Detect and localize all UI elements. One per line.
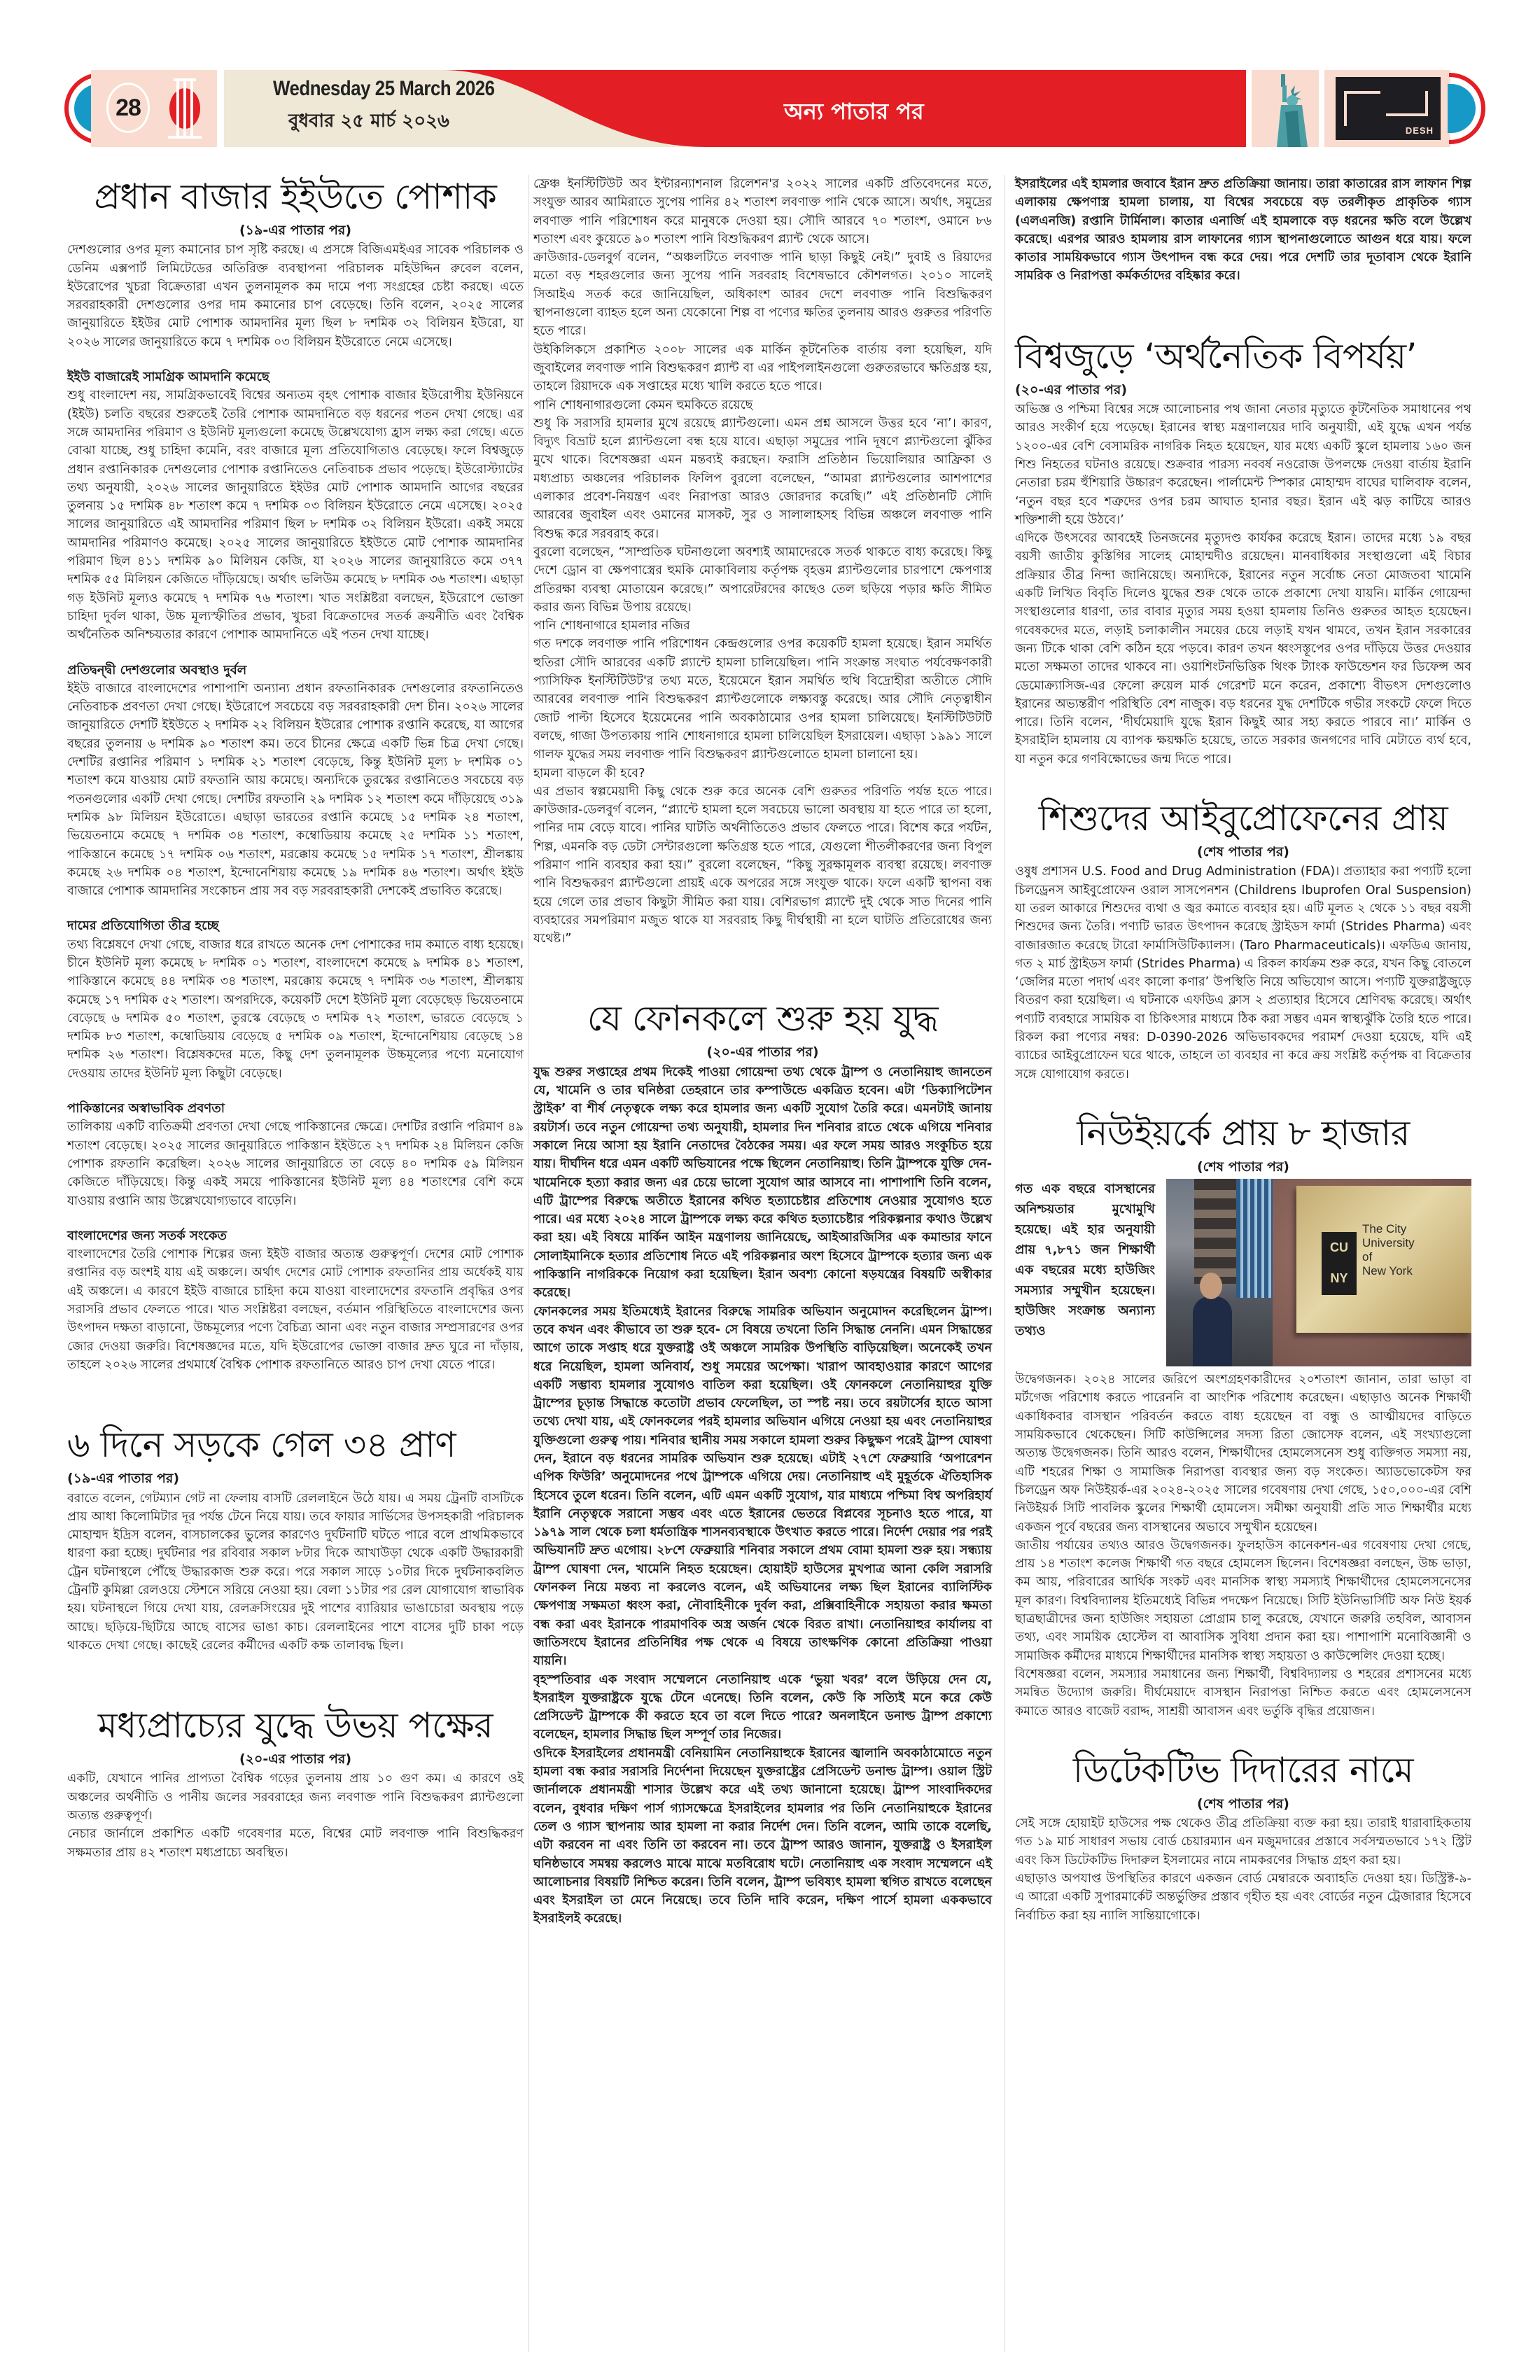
column-3 [1015,175,1471,1925]
subheading: হামলা বাড়লে কী হবে? [533,766,645,780]
page-number-box [91,70,217,147]
column-2 [533,175,992,1928]
paragraph: ফোনকলের সময় ইতিমধ্যেই ইরানের বিরুদ্ধে সামরিক অভিযান অনুমোদন করেছিলেন ট্রাম্প। তবে কখন এবং কীভাবে তা শুরু হবে- সে বিষয়ে তখনো তিনি সিদ্ধান্ত নেননি। এমন সিদ্ধান্তের আগে তাকে সপ্তাহ ধরে যুক্তরাষ্ট্র ওই অঞ্চলে সামরিক উপস্থিতি বাড়িয়েছিল। অনেকেই তখন ধরে নিয়েছিল, হামলা অনিবার্য, শুধু সময়ের অপেক্ষা। খারাপ আবহাওয়ার কারণে আগের একটি সম্ভাব্য হামলার সুযোগও বাতিল করা হয়েছিল। ওই ফোনকলে নেতানিয়াহুর যুক্তি ট্রাম্পের চূড়ান্ত সিদ্ধান্তে কতোটা প্রভাব ফেলেছিল, তা স্পষ্ট নয়। তবে রয়টার্সের হাতে আসা তথ্যে দেখা যায়, এই ফোনকলের পরই হামলার অভিযান এগিয়ে নেওয়া হয় এবং নেতানিয়াহুর যুক্তিগুলো গুরুত্ব পায়। শনিবার স্থানীয় সময় সকালে হামলা শুরুর কিছুক্ষণ পরেই ট্রাম্প ঘোষণা দেন, ইরানে বড় ধরনের সামরিক অভিযান শুরু হয়েছে। এটাই ২৭শে ফেব্রুয়ারি ‘অপারেশন এপিক ফিউরি’ অনুমোদনের পথে ট্রাম্পকে এগিয়ে দেয়। নেতানিয়াহু এই মুহূর্তকে ঐতিহাসিক হিসেবে তুলে ধরেন। তিনি বলেন, এটি এমন একটি সুযোগ, যার মাধ্যমে পশ্চিমা বিশ্ব অপরিহার্য ইরানি নেতৃত্বকে সরানো সম্ভব এবং এতে ইরানের ভেতরে বিপ্লবের সূচনাও হতে পারে, যা ১৯৭৯ সাল থেকে চলা ধর্মতান্ত্রিক শাসনব্যবস্থাকে উৎখাত করতে পারে। নির্দেশ দেয়ার পর পরই অভিযানটি দ্রুত এগোয়। ২৮শে ফেব্রুয়ারি শনিবার সকালে প্রথম বোমা হামলা শুরু হয়। সন্ধ্যায় ট্রাম্প ঘোষণা দেন, খামেনি নিহত হয়েছেন। হোয়াইট হাউসের মুখপাত্র আনা কেলি সরাসরি ফোনকল নিয়ে মন্তব্য না করলেও বলেন, এই অভিযানের লক্ষ্য ছিল ইরানের ব্যালিস্টিক ক্ষেপণাস্ত্র সক্ষমতা ধ্বংস করা, নৌবাহিনীকে দুর্বল করা, প্রক্সিবাহিনীকে সহায়তা করার ক্ষমতা বন্ধ করা এবং ইরানকে পারমাণবিক অস্ত্র অর্জন থেকে বিরত রাখা। নেতানিয়াহুর কার্যালয় বা জাতিসংঘে ইরানের প্রতিনিধির পক্ষ থেকে এ বিষয়ে তাৎক্ষণিক কোনো প্রতিক্রিয়া পাওয়া যায়নি। [533,1304,992,1669]
subheading: বাংলাদেশের জন্য সতর্ক সংকেত [67,1228,227,1243]
cuny-logo-mark: CU NY [1322,1232,1357,1295]
article-children-ibuprofen [1015,797,1471,1084]
cuny-photo [1166,1179,1471,1366]
logo-text: DESH [1405,125,1434,136]
paragraph: বরাতে বলেন, গেটম্যান গেট না ফেলায় বাসটি রেললাইনে উঠে যায়। এ সময় ট্রেনটি বাসটিকে প্রায় আধা কিলোমিটার দূর পর্যন্ত টেনে নিয়ে যায়। তবে ফায়ার সার্ভিসের উপসহকারী পরিচালক মোহাম্মদ ইদ্রিস বলেন, বাসচালকের ভুলের কারণেও দুর্ঘটনাটি ঘটতে পারে বলে প্রাথমিকভাবে ধারণা করা হচ্ছে। দুর্ঘটনার পর রবিবার সকাল ৮টার দিকে আখাউড়া থেকে একটি উদ্ধারকারী ট্রেন ঘটনাস্থলে পৌঁছে উদ্ধারকাজ শুরু করে। পরে সকাল সাড়ে ১০টার দিকে দুর্ঘটনাকবলিত ট্রেনটি কুমিল্লা রেলওয়ে স্টেশনে সরিয়ে নেওয়া হয়। বেলা ১১টার পর রেল যোগাযোগ স্বাভাবিক হয়। ঘটনাস্থলে গিয়ে দেখা যায়, রেলক্রসিংয়ের দুই পাশের ব্যারিয়ার ভাঙাচোরা অবস্থায় পড়ে আছে। ছড়িয়ে-ছিটিয়ে আছে বাসের ভাঙা কাচ। রেললাইনের পাশে বাসের দুটি চাকা পড়ে থাকতে দেখা গেছে। কাছেই রেলের কর্মীদের একটি কক্ষ তালাবদ্ধ ছিল। [67,1491,524,1653]
date-english: Wednesday 25 March 2026 [273,77,495,100]
statue-of-liberty-icon [1252,70,1319,147]
paragraph: যুদ্ধ শুরুর সপ্তাহের প্রথম দিকেই পাওয়া গোয়েন্দা তথ্য থেকে ট্রাম্প ও নেতানিয়াহু জানতেন যে, খামেনি ও তার ঘনিষ্ঠরা তেহরানে তার কম্পাউন্ডে একত্রিত হবেন। এটা ‘ডিক্যাপিটেশন স্ট্রাইক’ বা শীর্ষ নেতৃত্বকে লক্ষ্য করে হামলার জন্য একটি সুযোগ তৈরি করে। এমনটাই জানায় রয়টার্স। তবে নতুন গোয়েন্দা তথ্য অনুযায়ী, হামলার দিন শনিবার রাতে থেকে এগিয়ে শনিবার সকালে নিয়ে আসা হয় ইরানি নেতাদের বৈঠকের সময়। এর ফলে সময় আরও সংকুচিত হয়ে যায়। দীর্ঘদিন ধরে এমন একটি অভিযানের পক্ষে ছিলেন নেতানিয়াহু। তিনি ট্রাম্পকে যুক্তি দেন- খামেনিকে হত্যা করার জন্য এর চেয়ে ভালো সুযোগ আর আসবে না। পাশাপাশি তিনি বলেন, এটি ট্রাম্পের বিরুদ্ধে অতীতে ইরানের কথিত হত্যাচেষ্টার প্রতিশোধ নেওয়ার সুযোগও হতে পারে। এর মধ্যে ২০২৪ সালে ট্রাম্পকে লক্ষ্য করে কথিত হত্যাচেষ্টার পরিকল্পনার কথাও উল্লেখ করা হয়। এই বিষয়ে মার্কিন আইন মন্ত্রণালয় জানিয়েছে, আইআরজিসির এক কমান্ডার ফানে সোলাইমানিকে হত্যার প্রতিশোধ নিতে এই পরিকল্পনার অংশ হিসেবে ট্রাম্পকে হত্যার জন্য এক পাকিস্তানি নাগরিককে নিয়োগ করা হয়েছিল। ইরান অবশ্য কোনো ষড়যন্ত্রের বিষয়টি অস্বীকার করেছে। [533,1065,992,1301]
continued-from: (শেষ পাতার পর) [1197,844,1289,860]
paragraph: দেশগুলোর ওপর মূল্য কমানোর চাপ সৃষ্টি করছে। এ প্রসঙ্গে বিজিএমইএর সাবেক পরিচালক ও ডেনিম এক্সপার্ট লিমিটেডের অতিরিক্ত ব্যবস্থাপনা পরিচালক মহিউদ্দিন রুবেল বলেন, ইউরোপের খুচরা বিক্রেতারা এখন তুলনামূলক কম দামে পণ্য সংগ্রহের চেষ্টা করছে। এতে সরবরাহকারী দেশগুলোর ওপর দাম কমানোর চাপ বেড়েছে। তিনি বলেন, ২০২৫ সালের জানুয়ারিতে ইইউর মোট পোশাক আমদানির মূল্য ছিল ৮ দশমিক ৩২ বিলিয়ন ইউরো, যা ২০২৬ সালের জানুয়ারিতে কমে ৭ দশমিক ০৩ বিলিয়ন ইউরোতে নেমে এসেছে। [67,243,524,349]
continued-from: (শেষ পাতার পর) [1197,1795,1289,1812]
paragraph: একটি, যেখানে পানির প্রাপ্যতা বৈশ্বিক গড়ের তুলনায় প্রায় ১০ গুণ কম। এ কারণে ওই অঞ্চলের অর্থনীতি ও পানীয় জলের সরবরাহের জন্য লবণাক্ত পানি বিশুদ্ধকরণ প্ল্যান্টগুলো অত্যন্ত গুরুত্বপূর্ণ। [67,1772,524,1823]
headline: প্রধান বাজার ইইউতে পোশাক [94,176,497,217]
column-1 [67,175,524,1862]
headline: মধ্যপ্রাচ্যের যুদ্ধে উভয় পক্ষের [97,1705,493,1746]
paragraph: গত এক বছরে বাসস্থানের অনিশ্চয়তার মুখোমুখি হয়েছে। এই হার অনুযায়ী প্রায় ৭,৮৭১ জন শিক্ষার্থী এক বছরের মধ্যে হাউজিং সমস্যার সম্মুখীন হয়েছেন। হাউজিং সংক্রান্ত অন্যান্য তথ্যও [1015,1182,1155,1339]
paragraph: সেই সঙ্গে হোয়াইট হাউসের পক্ষ থেকেও তীব্র প্রতিক্রিয়া ব্যক্ত করা হয়। তারাই ধারাবাহিকতায় গত ১৯ মার্চ সাধারণ সভায় বোর্ড চেয়ারম্যান এন মজুমদারের প্রস্তাবে সর্বসম্মতভাবে ১৭২ স্ট্রিট এবং কিস ডিটেকটিভ দিদারুল ইসলামের নামে নামকরণের সিদ্ধান্ত গ্রহণ করা হয়। [1015,1816,1471,1868]
section-label: অন্য পাতার পর [784,98,924,125]
bell-icon [168,76,202,141]
article-phone-call-war [533,997,992,1928]
paragraph: উদ্বেগজনক। ২০২৪ সালের জরিপে অংশগ্রহণকারীদের ২০শতাংশ জানান, তারা ভাড়া বা মর্টগেজ পরিশোধ করতে পারেননি বা আংশিক পরিশোধ করেছেন। এছাড়াও অনেক শিক্ষার্থী একাধিকবার বাসস্থান পরিবর্তন করতে বাধ্য হয়েছেন বা বন্ধু ও আত্মীয়দের বাড়িতে সাময়িকভাবে থেকেছেন। সিটি কাউন্সিলের সদস্য রিতা জোসেফ বলেন, এই সংখ্যাগুলো অত্যন্ত উদ্বেগজনক। তিনি আরও বলেন, শিক্ষার্থীদের হোমলেসনেস শুধু ব্যক্তিগত সমস্যা নয়, এটি শহরের শিক্ষা ও সামাজিক নিরাপত্তা ব্যবস্থার জন্য বড় সংকেত। অ্যাডভোকেটস ফর চিলড্রেন অফ নিউইয়র্ক-এর ২০২৪-২০২৫ সালের গবেষণায় দেখা গেছে, ১৫০,০০০-এর বেশি নিউইয়র্ক সিটি পাবলিক স্কুলের শিক্ষার্থী হোমলেস। সমীক্ষা অনুযায়ী প্রতি সাত শিক্ষার্থীর মধ্যে একজন পূর্বে বছরের জন্য বাসস্থানের অভাবে সম্মুখীন হয়েছেন। [1015,1373,1471,1534]
desh-logo [1336,77,1441,140]
paragraph: বৃহস্পতিবার এক সংবাদ সম্মেলনে নেতানিয়াহু একে ‘ভুয়া খবর’ বলে উড়িয়ে দেন যে, ইসরাইল যুক্তরাষ্ট্রকে যুদ্ধে টেনে এনেছে। তিনি বলেন, কেউ কি সত্যিই মনে করে কেউ প্রেসিডেন্ট ট্রাম্পকে কী করতে হবে তা বলে দিতে পারে? অনলাইনে ডনাল্ড ট্রাম্প প্রকাশ্যে বলেছেন, হামলার সিদ্ধান্ত ছিল সম্পূর্ণ তার নিজের। [533,1672,992,1742]
paragraph: বিশেষজ্ঞরা বলেন, সমস্যার সমাধানের জন্য শিক্ষার্থী, বিশ্ববিদ্যালয় ও শহরের প্রশাসনের মধ্যে সমন্বিত উদ্যোগ জরুরি। দীর্ঘমেয়াদে বাসস্থান নিরাপত্তা নিশ্চিত করতে এবং হোমলেসনেস কমাতে আরও বাজেট বরাদ্দ, সাশ্রয়ী আবাসন এবং ভর্তুকি বৃদ্ধির প্রয়োজন। [1015,1667,1471,1718]
column-divider [528,175,529,2352]
subheading: পানি শোধনাগারগুলো কেমন হুমকিতে রয়েছে [533,398,753,412]
page-number: 28 [106,83,150,133]
continued-from: (২০-এর পাতার পর) [239,1751,352,1768]
paragraph: উইকিলিকসে প্রকাশিত ২০০৮ সালের এক মার্কিন কূটনৈতিক বার্তায় বলা হয়েছিল, যদি জুবাইলের লবণাক্ত পানি বিশুদ্ধকরণ প্ল্যান্ট বা এর পাইপলাইনগুলো গুরুতরভাবে ক্ষতিগ্রস্ত হয়, তাহলে রিয়াদকে এক সপ্তাহের মধ্যে খালি করতে হতে পারে। [533,342,992,394]
article-garments [67,175,524,1374]
article-middle-east-war [67,1704,524,1862]
article-qatar-continued [1015,175,1471,286]
article-middle-east-war-continued [533,175,992,948]
date-bangla: বুধবার ২৫ মার্চ ২০২৬ [288,111,449,132]
paragraph: বুরলো বলেছেন, “সাম্প্রতিক ঘটনাগুলো অবশ্যই আমাদেরকে সতর্ক থাকতে বাধ্য করেছে। কিছু দেশে ড্রোন বা ক্ষেপণাস্ত্রের হুমকি মোকাবিলায় কর্তৃপক্ষ বৃহত্তম প্ল্যান্টগুলোর চারপাশে ক্ষেপণাস্ত্র প্রতিরক্ষা ব্যবস্থা মোতায়েন করেছে।” অপারেটরদের কাছেও তেল ছড়িয়ে পড়ার ক্ষতি সীমিত করার জন্য বিভিন্ন উপায় রয়েছে। [533,545,992,615]
headline: ৬ দিনে সড়কে গেল ৩৪ প্রাণ [67,1424,456,1466]
paragraph: ওষুধ প্রশাসন U.S. Food and Drug Administration (FDA)। প্রত্যাহার করা পণ্যটি হলো চিলড্রেনস আইবুপ্রোফেন ওরাল সাসপেনশন (Childrens Ibuprofen Oral Suspension) যা তরল আকারে শিশুদের ব্যথা ও জ্বর কমাতে ব্যবহার হয়। এটি মূলত ২ থেকে ১১ বছর বয়সী শিশুদের জন্য তৈরি। পণ্যটি ভারত উৎপাদন করেছে স্ট্রাইডস ফার্মা (Strides Pharma) এবং বাজারজাত করেছে টারো ফার্মাসিউটিক্যালস। (Taro Pharmaceuticals)। এফডিএ জানায়, গত ২ মার্চ স্ট্রাইডস ফার্মা (Strides Pharma) এ রিকল কার্যক্রম শুরু করে, যখন কিছু বোতলে ‘জেলির মতো পদার্থ এবং কালো কণার’ উপস্থিতি নিয়ে অভিযোগ আসে। পণ্যটি যুক্তরাষ্ট্রজুড়ে বিতরণ করা হয়েছিল। এ ঘটনাকে এফডিএ ক্লাস ২ প্রত্যাহার হিসেবে শ্রেণিবদ্ধ করেছে। অর্থাৎ পণ্যটি ব্যবহারে সাময়িক বা চিকিৎসার মাধ্যমে ঠিক করা সম্ভব এমন স্বাস্থ্যঝুঁকি তৈরি হতে পারে। রিকল করা পণ্যের নম্বর: D-0390-2026 অভিভাবকদের পরামর্শ দেওয়া হয়েছে, যদি এই ব্যাচের আইবুপ্রোফেন ঘরে থাকে, তাহলে তা ব্যবহার না করে ক্রয় সংশ্লিষ্ট কর্তৃপক্ষ বা বিক্রেতার সঙ্গে যোগাযোগ করতে। [1015,864,1471,1082]
headline: যে ফোনকলে শুরু হয় যুদ্ধ [587,998,939,1040]
masthead-right-cap [1449,73,1485,144]
paragraph: শুধু বাংলাদেশ নয়, সামগ্রিকভাবেই বিশ্বের অন্যতম বৃহৎ পোশাক বাজার ইউরোপীয় ইউনিয়নে (ইইউ) চলতি বছরের শুরুতেই তৈরি পোশাক আমদানিতে বড় ধরনের পতন দেখা গেছে। এর সঙ্গে আমদানির পরিমাণ ও ইউনিট মূল্যগুলো কমেছে উল্লেখযোগ্য হ্রাস লক্ষ্য করা গেছে। এতে বোঝা যাচ্ছে, শুধু চাহিদা কমেনি, বরং বাজারে মূল্য প্রতিযোগিতাও বেড়েছে। ফলে বিশ্বজুড়ে প্রধান রপ্তানিকারক দেশগুলোর পোশাক রপ্তানিতেও নেতিবাচক প্রভাব পড়েছে। ইউরোস্ট্যাটের তথ্য অনুযায়ী, ২০২৬ সালের জানুয়ারিতে ইইউর মোট পোশাক আমদানি আগের বছরের তুলনায় ১৫ দশমিক ৪৮ শতাংশ কমে ৭ দশমিক ০৩ বিলিয়ন ইউরোতে নেমে এসেছে। ২০২৫ সালের জানুয়ারিতে এই আমদানির পরিমাণ ছিল ৮ দশমিক ৩২ বিলিয়ন ইউরো। একই সময়ে আমদানির পরিমাণও কমেছে। ২০২৫ সালের জানুয়ারিতে ইইউতে মোট পোশাক আমদানির পরিমাণ ছিল ৪১১ দশমিক ৯০ মিলিয়ন কেজি, যা ২০২৬ সালের জানুয়ারিতে কমে ৩৭৭ দশমিক ৫৫ মিলিয়ন কেজিতে দাঁড়িয়েছে। অর্থাৎ ভলিউম কমেছে ৮ দশমিক ৩৬ শতাংশ। এছাড়া গড় ইউনিট মূল্যও কমেছে ৭ দশমিক ৭৬ শতাংশ। খাত সংশ্লিষ্টরা বলছেন, ইউরোপে ভোক্তা চাহিদা দুর্বল থাকা, উচ্চ মূল্যস্ফীতির প্রভাব, খুচরা বিক্রেতাদের সতর্ক ক্রয়নীতি এবং বৈশ্বিক অর্থনৈতিক অনিশ্চয়তার কারণে পোশাক আমদানিতে এই পতন দেখা যাচ্ছে। [67,388,524,643]
statue-of-liberty-box [1252,70,1319,147]
paragraph: বাংলাদেশের তৈরি পোশাক শিল্পের জন্য ইইউ বাজার অত্যন্ত গুরুত্বপূর্ণ। দেশের মোট পোশাক রপ্তানির বড় অংশই যায় এই অঞ্চলে। অর্থাৎ দেশের মোট পোশাক রফতানির প্রায় অর্ধেকই যায় এই অঞ্চলে। এ কারণে ইইউ বাজারে চাহিদা কমে যাওয়া বাংলাদেশের রফতানি প্রবৃদ্ধির ওপর সরাসরি প্রভাব ফেলতে পারে। খাত সংশ্লিষ্টরা বলছেন, বর্তমান পরিস্থিতিতে বাংলাদেশের জন্য উৎপাদন দক্ষতা বাড়ানো, উচ্চমূল্যের পণ্যে বৈচিত্র্য আনা এবং নতুন বাজার সম্প্রসারণের ওপর জোর দেওয়া জরুরি। বিশেষজ্ঞদের মতে, যদি ইউরোপের ভোক্তা বাজার দ্রুত ঘুরে না দাঁড়ায়, তাহলে ২০২৬ সালের প্রথমার্ধে বৈশ্বিক পোশাক রফতানিতে আরও চাপ দেখা যেতে পারে। [67,1247,524,1372]
subheading: পাকিস্তানের অস্বাভাবিক প্রবণতা [67,1101,225,1116]
date-banner [224,70,1246,147]
subheading: প্রতিদ্বন্দ্বী দেশগুলোর অবস্থাও দুর্বল [67,662,247,678]
paragraph: ইসরাইলের এই হামলার জবাবে ইরান দ্রুত প্রতিক্রিয়া জানায়। তারা কাতারের রাস লাফান শিল্প এলাকায় ক্ষেপণাস্ত্র হামলা চালায়, যা বিশ্বের সবচেয়ে বড় তরলীকৃত প্রাকৃতিক গ্যাস (এলএনজি) রপ্তানি টার্মিনাল। কাতার এনার্জি এই হামলাকে বড় ধরনের ক্ষতি বলে উল্লেখ করেছে। এরপর আরও হামলায় রাস লাফানের গ্যাস স্থাপনাগুলোতে আগুন ধরে যায়। ফলে কাতার সাময়িকভাবে গ্যাস উৎপাদন বন্ধ করে দেয়। পরে দেশটি তার দূতাবাস থেকে ইরানি সামরিক ও নিরাপত্তা কর্মকর্তাদের বহিষ্কার করে। [1015,177,1471,284]
continued-from: (২০-এর পাতার পর) [1015,382,1128,398]
continued-from: (১৯-এর পাতার পর) [67,1471,180,1487]
paragraph: ইইউ বাজারে বাংলাদেশের পাশাপাশি অন্যান্য প্রধান রফতানিকারক দেশগুলোর রফতানিতেও নেতিবাচক প্রবণতা দেখা গেছে। ইউরোপে সবচেয়ে বড় সরবরাহকারী দেশ চীন। ২০২৬ সালের জানুয়ারিতে দেশটি ইইউতে ২ দশমিক ২২ বিলিয়ন ইউরোর পোশাক রপ্তানি করেছে, যা আগের বছরের তুলনায় ৬ দশমিক ৯০ শতাংশ কম। তবে চীনের ক্ষেত্রে একটি ভিন্ন চিত্র দেখা গেছে। দেশটির রপ্তানির পরিমাণ ১ দশমিক ২১ শতাংশ বেড়েছে, কিন্তু ইউনিট মূল্য ৮ দশমিক ০১ শতাংশ কমে যাওয়ায় মোট রফতানি আয় কমেছে। অন্যদিকে তুরস্কের রপ্তানিতেও সবচেয়ে বড় পতনগুলোর একটি দেখা গেছে। দেশটির রফতানি ২৯ দশমিক ১২ শতাংশ কমে দাঁড়িয়েছে ৩১৯ দশমিক ৯৮ মিলিয়ন ইউরোতে। এছাড়া ভারতের রপ্তানি কমেছে ১৫ দশমিক ২৪ শতাংশ, ভিয়েতনামে কমেছে ৭ দশমিক ৩৪ শতাংশ, কম্বোডিয়ায় কমেছে ২৫ দশমিক ১১ শতাংশ, পাকিস্তানে কমেছে ১৭ দশমিক ০৬ শতাংশ, মরক্কোয় কমেছে ১৫ দশমিক ১৭ শতাংশ, শ্রীলঙ্কায় কমেছে ২৬ দশমিক ০৪ শতাংশ, ইন্দোনেশিয়ায় কমেছে ১৯ দশমিক ৪৬ শতাংশ। অর্থাৎ ইইউ বাজারে পোশাক আমদানির সংকোচন প্রায় সব বড় সরবরাহকারী দেশকেই প্রভাবিত করেছে। [67,681,524,899]
cuny-plaque [1296,1186,1471,1333]
plaque-line: The City [1362,1222,1407,1236]
headline: শিশুদের আইবুপ্রোফেনের প্রায় [1038,798,1448,839]
subheading: দামের প্রতিযোগিতা তীব্র হচ্ছে [67,918,219,934]
article-detective-didar [1015,1749,1471,1925]
subheading: পানি শোধনাগারে হামলার নজির [533,619,690,634]
plaque-line: of [1362,1250,1373,1264]
paragraph: অভিজ্ঞ ও পশ্চিমা বিশ্বের সঙ্গে আলোচনার পথ জানা নেতার মৃত্যুতে কূটনৈতিক সমাধানের পথ আরও সংকীর্ণ হয়ে পড়েছে। ইরানের স্বাস্থ্য মন্ত্রণালয়ের দাবি অনুযায়ী, এই যুদ্ধে এখন পর্যন্ত ১২০০-এর বেশি বেসামরিক নাগরিক নিহত হয়েছেন, যার মধ্যে একটি স্কুলে হামলায় ১৬০ জন শিশু নিহতের ঘটনাও রয়েছে। শুক্রবার পারস্য নববর্ষ নওরোজ উপলক্ষে দেওয়া বার্তায় ইরানি নেতারা চরম হুঁশিয়ারি উচ্চারণ করেছেন। পার্লামেন্ট স্পিকার মোহাম্মদ বাঘের ঘালিবাফ বলেন, ‘নতুন বছর হবে শত্রুদের ওপর চরম আঘাত হানার বছর। ইরান এই ঝড় কাটিয়ে আরও শক্তিশালী হয়ে উঠবে।’ [1015,402,1471,527]
plaque-line: University [1362,1236,1415,1250]
headline: নিউইয়র্কে প্রায় ৮ হাজার [1077,1112,1410,1154]
paragraph: নেচার জার্নালে প্রকাশিত একটি গবেষণার মতে, বিশ্বের মোট লবণাক্ত পানি বিশুদ্ধিকরণ সক্ষমতার প্রায় ৪২ শতাংশ মধ্যপ্রাচ্যে অবস্থিত। [67,1827,524,1860]
paragraph: জাতীয় পর্যায়ের তথ্যও আরও উদ্বেগজনক। ফুলহাউস কানেকশন-এর গবেষণায় দেখা গেছে, প্রায় ১৪ শতাংশ কলেজ শিক্ষার্থী গত বছরে হোমলেস ছিলেন। বিশেষজ্ঞরা বলছেন, উচ্চ ভাড়া, কম আয়, পরিবারের আর্থিক সংকট এবং মানসিক স্বাস্থ্য সমস্যাই শিক্ষার্থীদের হোমলেসনেসের মূল কারণ। বিশ্ববিদ্যালয় ইতিমধ্যেই বিভিন্ন পদক্ষেপ নিয়েছে। সিটি ইউনিভার্সিটি অফ নিউ ইয়র্ক ছাত্রছাত্রীদের জন্য হাউজিং সহায়তা প্রোগ্রাম চালু করেছে, যেখানে জরুরি তহবিল, আবাসন তথ্য, এবং সাময়িক হোস্টেল বা আবাসিক সুবিধা প্রদান করা হয়। পাশাপাশি মনোবিজ্ঞানী ও সামাজিক কর্মীদের মাধ্যমে শিক্ষার্থীদের মানসিক স্বাস্থ্য সহায়তা ও কাউন্সেলিং দেওয়া হচ্ছে। [1015,1538,1471,1663]
paragraph: ওদিকে ইসরাইলের প্রধানমন্ত্রী বেনিয়ামিন নেতানিয়াহুকে ইরানের জ্বালানি অবকাঠামোতে নতুন হামলা বন্ধ করার সরাসরি নির্দেশনা দিয়েছেন যুক্তরাষ্ট্রের প্রেসিডেন্ট ডনাল্ড ট্রাম্প। ওয়াল স্ট্রিট জার্নালকে প্রধানমন্ত্রী শাসার উল্লেখ করে এই তথ্য জানানো হয়েছে। ট্রাম্প সাংবাদিকদের বলেন, বুধবার দক্ষিণ পার্স গ্যাসক্ষেত্রে ইসরাইলের হামলার পর তিনি নেতানিয়াহুকে ইরানের তেল ও গ্যাস স্থাপনায় আর হামলা না করার নির্দেশ দেন। তিনি বলেন, আমি তাকে বলেছি, এটা করবেন না এবং তিনি তা করবেন না। তবে ট্রাম্প আরও জানান, যুক্তরাষ্ট্র ও ইসরাইল ঘনিষ্ঠভাবে সমন্বয় করলেও মাঝে মাঝে মতবিরোধ ঘটে। নেতানিয়াহু এক সংবাদ সম্মেলনে এই আলোচনার বিষয়টি নিশ্চিত করেন। তিনি বলেন, ট্রাম্প ভবিষ্যৎ হামলা স্থগিত রাখতে বলেছেন এবং ইসরাইল তা মেনে নিয়েছে। তবে তিনি দাবি করেন, দক্ষিণ পার্সে হামলা এককভাবে ইসরাইলই করেছে। [533,1746,992,1926]
cuny-plaque-text [1362,1222,1415,1278]
paragraph: এছাড়াও অপযাপ্ত উপস্থিতির কারণে একজন বোর্ড মেম্বারকে অব্যাহতি দেওয়া হয়। ডিস্ট্রিক্ট-৯-এ আরো একটি সুপারমার্কেট অন্তর্ভুক্তির প্রস্তাব গৃহীত হয় এবং বোর্ডের নতুন ট্রেজারার হিসেবে নির্বাচিত করা হয় ন্যালি সান্তিয়াগোকে। [1015,1872,1471,1923]
street-scene [1166,1179,1273,1366]
article-nyc-students [1015,1112,1471,1721]
column-divider [1004,175,1005,2352]
paragraph: এর প্রভাব স্বল্পমেয়াদী কিছু থেকে শুরু করে অনেক বেশি গুরুতর পরিণতি পর্যন্ত হতে পারে। ক্রাউজার-ডেলবুর্গ বলেন, “প্ল্যান্টে হামলা হলে সবচেয়ে ভালো অবস্থায় যা হতে পারে তা হলো, পানির দাম বেড়ে যাবে। পানির ঘাটতি অর্থনীতিতেও প্রভাব ফেলতে পারে। বিশেষ করে পর্যটন, শিল্প, এমনকি বড় ডেটা সেন্টারগুলো ক্ষতিগ্রস্ত হতে পারে, যেগুলো শীতলীকরণের জন্য বিপুল পরিমাণ পানি ব্যবহার করা হয়।” বুরলো বলেছেন, “কিছু সুরক্ষামূলক ব্যবস্থা রয়েছে। লবণাক্ত পানি বিশুদ্ধকরণ প্ল্যান্টগুলো প্রায়ই একে অপরের সঙ্গে সংযুক্ত থাকে। ফলে একটি স্থাপনা বন্ধ হয়ে গেলে তার প্রভাব কিছুটা সীমিত করা যায়। বেশিরভাগ প্ল্যান্টে দুই থেকে সাত দিনের পানি ব্যবহারের সমপরিমাণ মজুত থাকে যা সরবরাহ কিছু দীর্ঘস্থায়ী না হলে ঘাটতি প্রতিরোধের জন্য যথেষ্ট।” [533,784,992,946]
paragraph: ক্রাউজার-ডেলবুর্গ বলেন, “অঞ্চলটিতে লবণাক্ত পানি ছাড়া কিছুই নেই।” দুবাই ও রিয়াদের মতো বড় শহরগুলোর জন্য সুপেয় পানি সরবরাহ বিশেষভাবে কৌশলগত। ২০১০ সালেই সিআইএ সতর্ক করে জানিয়েছিল, অধিকাংশ আরব দেশে লবণাক্ত পানি বিশুদ্ধিকরণ স্থাপনাগুলো ব্যাহত হলে অন্য যেকোনো শিল্প বা পণ্যের ক্ষতির তুলনায় আরও গুরুতর পরিণতি হতে পারে। [533,251,992,339]
article-economic-disaster [1015,335,1471,769]
article-road-accident [67,1423,524,1655]
subheading: ইইউ বাজারেই সামগ্রিক আমদানি কমেছে [67,370,270,385]
paragraph: গত দশকে লবণাক্ত পানি পরিশোধন কেন্দ্রগুলোর ওপর কয়েকটি হামলা হয়েছে। ইরান সমর্থিত হুতিরা সৌদি আরবের একটি প্ল্যান্টে হামলা চালিয়েছিল। পানি সংক্রান্ত সংঘাত পর্যবেক্ষণকারী প্যাসিফিক ইনস্টিটিউট'র তথ্য মতে, ইয়েমেনে ইরান সমর্থিত হুথি বিদ্রোহীরা অতীতে সৌদি আরবের লবণাক্ত পানি বিশুদ্ধকরণ প্ল্যান্টগুলোকে লক্ষ্যবস্তু করেছে। আর সৌদি নেতৃত্বাধীন জোট পাল্টা হিসেবে ইয়েমেনের পানি অবকাঠামোর ওপর হামলা চালিয়েছে। ইনস্টিটিউটটি বলছে, গাজা উপত্যকায় পানি শোধনাগারে হামলা চালিয়েছিল ইসরায়েল। এছাড়া ১৯৯১ সালে গালফ যুদ্ধের সময় লবণাক্ত পানি বিশুদ্ধকরণ প্ল্যান্টগুলোতে হামলা চালানো হয়। [533,637,992,762]
logo-box [1324,70,1450,147]
continued-from: (২০-এর পাতার পর) [706,1044,819,1060]
paragraph: শুধু কি সরাসরি হামলার মুখে রয়েছে প্ল্যান্টগুলো। এমন প্রশ্ন আসলে উত্তর হবে ‘না’। কারণ, বিদ্যুৎ বিভ্রাট হলে প্ল্যান্টগুলো বন্ধ হয়ে যাবে। এছাড়া সমুদ্রের পানি দূষণে প্ল্যান্টগুলো ঝুঁকির মুখে থাকে। বিশেষজ্ঞরা এমন মন্তব্যই করছেন। ফরাসি প্রতিষ্ঠান ভিয়োলিয়ার আফ্রিকা ও মধ্যপ্রাচ্য অঞ্চলের পরিচালক ফিলিপ বুরলো বলেছেন, “আমরা প্ল্যান্টগুলোর আশপাশের এলাকার প্রবেশ-নিয়ন্ত্রণ এবং নিরাপত্তা আরও জোরদার করেছি।” এই প্রতিষ্ঠানটি সৌদি আরবের জুবাইল এবং ওমানের মাসকট, সুর ও সালালাহসহ বিভিন্ন অঞ্চলে লবণাক্ত পানি বিশুদ্ধ করে সরবরাহ করে। [533,416,992,541]
paragraph: এদিকে উৎসবের আবহেই তিনজনের মৃত্যুদণ্ড কার্যকর করেছে ইরান। তাদের মধ্যে ১৯ বছর বয়সী জাতীয় কুস্তিগির সালেহ মোহাম্মদীও রয়েছেন। মানবাধিকার সংস্থাগুলো এই বিচার প্রক্রিয়ার তীব্র নিন্দা জানিয়েছে। অন্যদিকে, ইরানের নতুন সর্বোচ্চ নেতা মোজতবা খামেনি একটি লিখিত বিবৃতি দিলেও যুদ্ধের শুরু থেকে তাকে প্রকাশ্যে দেখা যায়নি। মার্কিন গোয়েন্দা সংস্থাগুলোর ধারণা, তার বাবার মৃত্যুর সময় হওয়া হামলায় তিনিও গুরুতর আহত হয়েছেন। গবেষকদের মতে, লড়াই চলাকালীন সময়ের চেয়ে লড়াই যখন থামবে, তখন ইরান সরকারের জন্য টিকে থাকা বেশি কঠিন হয়ে পড়বে। কারণ তখন ধ্বংসস্তূপের ওপর দাঁড়িয়ে উত্তর দেওয়ার মতো সক্ষমতা তাদের থাকবে না। ওয়াশিংটনভিত্তিক থিংক ট্যাংক ফাউন্ডেশন ফর ডিফেন্স অব ডেমোক্র্যাসিজ-এর ফেলো রুয়েল মার্ক গেরেশট মনে করেন, প্রকাশ্যে বীভৎস দেশগুলোও ইরানের অভ্যন্তরীণ পরিস্থিতি বেশ নাজুক। বড় ধরনের যুদ্ধ দেশটিকে গভীর সংকটে ফেলে দিতে পারে। তিনি বলেন, ‘দীর্ঘমেয়াদি যুদ্ধে ইরান কিছুই আর সহ্য করতে পারবে না।’ মার্কিন ও ইসরাইলি হামলায় যে ব্যাপক ক্ষয়ক্ষতি হয়েছে, তাতে সরকার জনগণের দাবি মেটাতে ব্যর্থ হবে, যা নতুন করে গণবিক্ষোভের জন্ম দিতে পারে। [1015,531,1471,766]
paragraph: ফ্রেঞ্চ ইনস্টিটিউট অব ইন্টারন্যাশনাল রিলেশন'র ২০২২ সালের একটি প্রতিবেদনের মতে, সংযুক্ত আরব আমিরাতে সুপেয় পানির ৪২ শতাংশ লবণাক্ত পানি থেকে আসে। অর্থাৎ, সমুদ্রের লবণাক্ত পানি পরিশোধন করে মানুষকে দেওয়া হয়। সৌদি আরবে ৭০ শতাংশ, ওমানে ৮৬ শতাংশ এবং কুয়েতে ৯০ শতাংশ পানি বিশুদ্ধিকরণ প্ল্যান্ট থেকে আসে। [533,177,992,246]
plaque-line: New York [1362,1264,1413,1278]
continued-from: (শেষ পাতার পর) [1197,1158,1289,1175]
masthead [64,70,1485,147]
headline: বিশ্বজুড়ে ‘অর্থনৈতিক বিপর্যয়’ [1015,335,1417,377]
headline: ডিটেকটিভ দিদারের নামে [1072,1749,1414,1791]
photo-row [1015,1179,1471,1366]
paragraph: তালিকায় একটি ব্যতিক্রমী প্রবণতা দেখা গেছে পাকিস্তানের ক্ষেত্রে। দেশটির রপ্তানি পরিমাণ ৪৯ শতাংশ বেড়েছে। ২০২৫ সালের জানুয়ারিতে পাকিস্তান ইইউতে ২৭ দশমিক ২৪ মিলিয়ন কেজি পোশাক রফতানি করেছিল। ২০২৬ সালের জানুয়ারিতে তা বেড়ে ৪০ দশমিক ৫৯ মিলিয়ন কেজিতে দাঁড়িয়েছে। কিন্তু একই সময়ে পাকিস্তানের ইউনিট মূল্য ৪৪ শতাংশের বেশি কমে যাওয়ায় রপ্তানি আয় উল্লেখযোগ্যভাবে বাড়েনি। [67,1120,524,1208]
continued-from: (১৯-এর পাতার পর) [239,223,352,238]
paragraph: তথ্য বিশ্লেষণে দেখা গেছে, বাজার ধরে রাখতে অনেক দেশ পোশাকের দাম কমাতে বাধ্য হয়েছে। চীনে ইউনিট মূল্য কমেছে ৮ দশমিক ০১ শতাংশ, বাংলাদেশে কমেছে ৯ দশমিক ৪১ শতাংশ, পাকিস্তানে কমেছে ৪৪ দশমিক ৩৪ শতাংশ, মরক্কোয় কমেছে ৭ দশমিক ৩৬ শতাংশ, শ্রীলঙ্কায় কমেছে ১৭ দশমিক ৫২ শতাংশ। অপরদিকে, কয়েকটি দেশে ইউনিট মূল্য বেড়েছেড় ভিয়েতনামে বেড়েছে ৬ দশমিক ৫০ শতাংশ, তুরস্কে বেড়েছে ৩ দশমিক ৭২ শতাংশ, ভারতে বেড়েছে ১ দশমিক ৮৩ শতাংশ, কম্বোডিয়ায় বেড়েছে ৫ দশমিক ০৯ শতাংশ, ইন্দোনেশিয়ায় বেড়েছে ১৪ দশমিক ২৬ শতাংশ। বিশ্লেষকদের মতে, কিছু দেশ তুলনামূলক উচ্চমূল্যের পণ্যে মনোযোগ দেওয়ায় তাদের ইউনিট মূল্য কিছুটা বেড়েছে। [67,937,524,1081]
